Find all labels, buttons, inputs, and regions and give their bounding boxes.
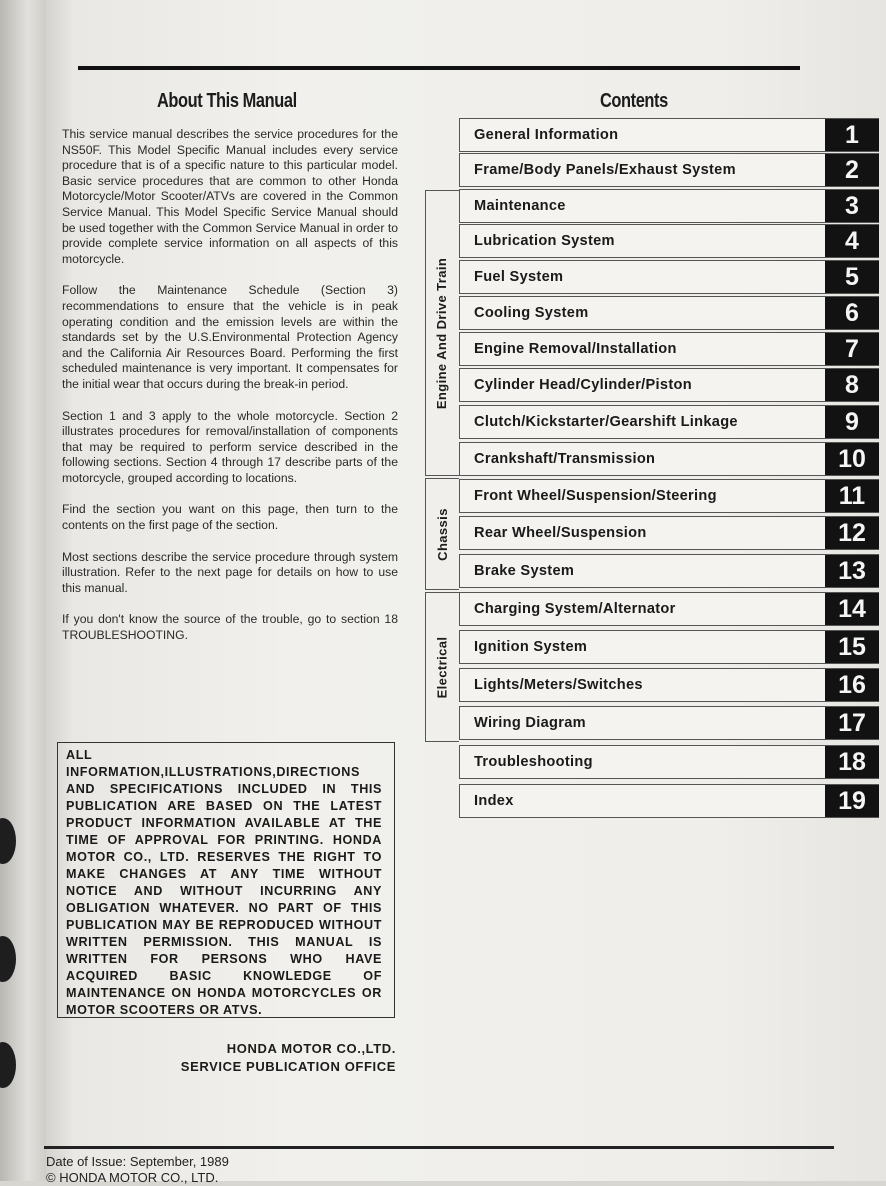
toc-row[interactable] (459, 668, 879, 702)
toc-title: Cooling System (474, 305, 589, 321)
toc-title: Clutch/Kickstarter/Gearshift Linkage (474, 414, 738, 430)
about-paragraph: This service manual describes the service procedures for the NS50F. This Model Specific Manual includes every service procedure that is of a specific nature to this particular model. Basic service procedures that are common to other Honda Motorcycle/Motor Scooter/ATVs are covered in the Common Service Manual. This Model Specific Service Manual should be used together with the Common Service Manual in order to provide complete service information on all aspects of this motorcycle. (62, 127, 398, 266)
about-body (62, 127, 398, 660)
section-tab: 18 (825, 746, 879, 778)
toc-title: Lights/Meters/Switches (474, 677, 643, 693)
toc-title: Lubrication System (474, 233, 615, 249)
toc-title: Fuel System (474, 269, 564, 285)
section-tab: 5 (825, 261, 879, 293)
binder-ring (0, 818, 16, 864)
toc-row[interactable] (459, 592, 879, 626)
contents-heading: Contents (600, 90, 668, 112)
engine-group-text: Engine And Drive Train (434, 257, 450, 409)
toc-row[interactable] (459, 442, 879, 476)
chassis-group-label (425, 478, 459, 590)
toc-row[interactable] (459, 405, 879, 439)
section-tab: 10 (825, 443, 879, 475)
about-paragraph: Find the section you want on this page, then turn to the contents on the first page of the section. (62, 502, 398, 533)
bottom-rule (44, 1146, 834, 1149)
toc-row[interactable] (459, 296, 879, 330)
top-rule (78, 66, 800, 70)
toc-row[interactable] (459, 118, 879, 152)
section-tab: 16 (825, 669, 879, 701)
copyright: © HONDA MOTOR CO., LTD. (46, 1170, 219, 1185)
section-tab: 8 (825, 369, 879, 401)
section-tab: 7 (825, 333, 879, 365)
section-tab: 12 (825, 517, 879, 549)
section-tab: 1 (825, 119, 879, 151)
toc-title: Wiring Diagram (474, 715, 586, 731)
toc-title: General Information (474, 127, 619, 143)
toc-row[interactable] (459, 479, 879, 513)
toc-title: Maintenance (474, 198, 566, 214)
toc-row[interactable] (459, 332, 879, 366)
toc-title: Charging System/Alternator (474, 601, 676, 617)
section-tab: 3 (825, 190, 879, 222)
issue-info (46, 1154, 229, 1186)
electrical-group-label (425, 592, 459, 742)
about-paragraph: Section 1 and 3 apply to the whole motorcycle. Section 2 illustrates procedures for removal/installation of components that may be required to perform service described in the following sections. Section 4 through 17 describe parts of the motorcycle, grouped according to locations. (62, 408, 398, 485)
toc-row[interactable] (459, 745, 879, 779)
about-paragraph: If you don't know the source of the trouble, go to section 18 TROUBLESHOOTING. (62, 612, 398, 643)
toc-row[interactable] (459, 554, 879, 588)
binder-ring (0, 1042, 16, 1088)
toc-row[interactable] (459, 516, 879, 550)
engine-group-label (425, 190, 459, 476)
toc-title: Front Wheel/Suspension/Steering (474, 488, 717, 504)
toc-title: Engine Removal/Installation (474, 341, 677, 357)
notice-box: ALL INFORMATION,ILLUSTRATIONS,DIRECTIONS AND SPECIFICATIONS INCLUDED IN THIS PUBLICATION ARE BASED ON THE LATEST PRODUCT INFORMATION AVAILABLE AT THE TIME OF APPROVAL FOR PRINTING. HONDA MOTOR CO., LTD. RESERVES THE RIGHT TO MAKE CHANGES AT ANY TIME WITHOUT NOTICE AND WITHOUT INCURRING ANY OBLIGATION WHATEVER. NO PART OF THIS PUBLICATION MAY BE REPRODUCED WITHOUT WRITTEN PERMISSION. THIS MANUAL IS WRITTEN FOR PERSONS WHO HAVE ACQUIRED BASIC KNOWLEDGE OF MAINTENANCE ON HONDA MOTORCYCLES OR MOTOR SCOOTERS OR ATVS. (57, 742, 395, 1018)
binder-edge (0, 0, 46, 1181)
toc-title: Crankshaft/Transmission (474, 451, 656, 467)
toc-row[interactable] (459, 260, 879, 294)
section-tab: 13 (825, 555, 879, 587)
toc-row[interactable] (459, 784, 879, 818)
toc-row[interactable] (459, 153, 879, 187)
section-tab: 2 (825, 154, 879, 186)
electrical-group-text: Electrical (434, 636, 450, 698)
toc-title: Index (474, 793, 514, 809)
section-tab: 4 (825, 225, 879, 257)
toc-row[interactable] (459, 630, 879, 664)
toc-row[interactable] (459, 224, 879, 258)
toc-row[interactable] (459, 706, 879, 740)
section-tab: 9 (825, 406, 879, 438)
section-tab: 14 (825, 593, 879, 625)
toc-title: Rear Wheel/Suspension (474, 525, 647, 541)
toc-row[interactable] (459, 368, 879, 402)
toc-title: Brake System (474, 563, 575, 579)
publisher-name: HONDA MOTOR CO.,LTD. (226, 1041, 396, 1056)
about-paragraph: Most sections describe the service procedure through system illustration. Refer to the next page for details on how to use this manual. (62, 549, 398, 595)
toc-title: Ignition System (474, 639, 588, 655)
section-tab: 15 (825, 631, 879, 663)
about-paragraph: Follow the Maintenance Schedule (Section 3) recommendations to ensure that the vehicle is in peak operating condition and the emission levels are within the standards set by the U.S.Environmental Protection Agency and the California Air Resources Board. Performing the first scheduled maintenance is very important. It compensates for the initial wear that occurs during the break-in period. (62, 283, 398, 391)
section-tab: 19 (825, 785, 879, 817)
publisher (120, 1040, 396, 1076)
toc-title: Troubleshooting (474, 754, 593, 770)
toc-row[interactable] (459, 189, 879, 223)
issue-date: Date of Issue: September, 1989 (46, 1154, 229, 1169)
section-tab: 17 (825, 707, 879, 739)
binder-ring (0, 936, 16, 982)
chassis-group-text: Chassis (434, 507, 450, 561)
about-heading: About This Manual (157, 90, 297, 112)
section-tab: 6 (825, 297, 879, 329)
publisher-office: SERVICE PUBLICATION OFFICE (180, 1059, 396, 1074)
section-tab: 11 (825, 480, 879, 512)
toc-title: Cylinder Head/Cylinder/Piston (474, 377, 692, 393)
toc-title: Frame/Body Panels/Exhaust System (474, 162, 736, 178)
